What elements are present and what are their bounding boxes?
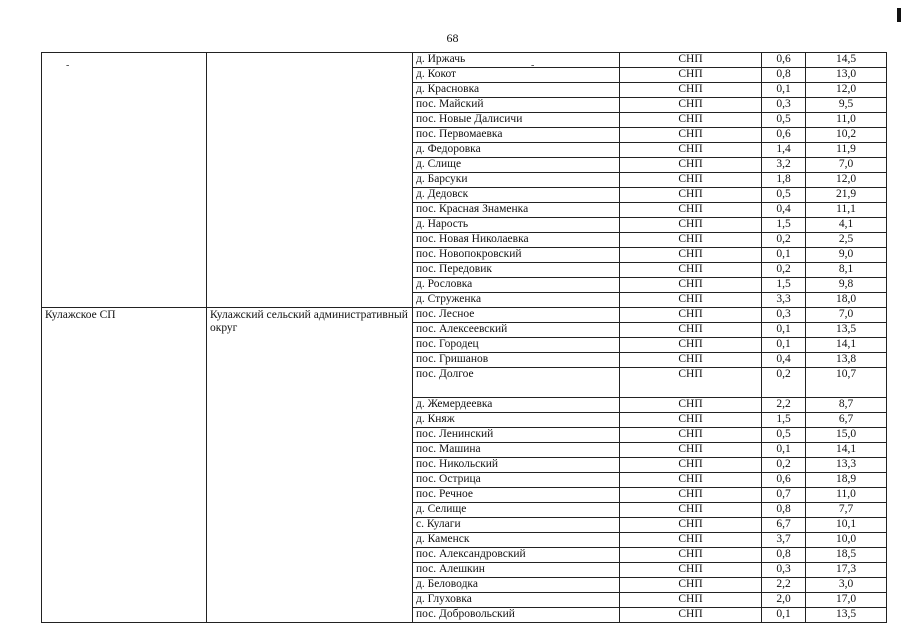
value-2-cell: 8,7 bbox=[806, 398, 887, 413]
value-2-cell: 14,1 bbox=[806, 338, 887, 353]
value-2-cell: 17,3 bbox=[806, 563, 887, 578]
value-1-cell: 0,1 bbox=[762, 323, 806, 338]
settlement-name-cell: д. Иржачь bbox=[413, 53, 620, 68]
value-1-cell: 0,5 bbox=[762, 113, 806, 128]
value-1-cell: 0,8 bbox=[762, 68, 806, 83]
stray-dash-mark: - bbox=[66, 60, 70, 71]
value-1-cell: 0,6 bbox=[762, 53, 806, 68]
settlement-name-cell: д. Нарость bbox=[413, 218, 620, 233]
settlement-type-cell: СНП bbox=[620, 98, 762, 113]
settlement-type-cell: СНП bbox=[620, 473, 762, 488]
settlement-type-cell: СНП bbox=[620, 218, 762, 233]
value-2-cell: 9,5 bbox=[806, 98, 887, 113]
value-2-cell: 6,7 bbox=[806, 413, 887, 428]
value-2-cell: 18,5 bbox=[806, 548, 887, 563]
value-2-cell: 7,7 bbox=[806, 503, 887, 518]
settlement-type-cell: СНП bbox=[620, 593, 762, 608]
settlement-type-cell: СНП bbox=[620, 68, 762, 83]
value-1-cell: 0,4 bbox=[762, 203, 806, 218]
settlement-name-cell: д. Рословка bbox=[413, 278, 620, 293]
value-1-cell: 1,4 bbox=[762, 143, 806, 158]
value-1-cell: 0,1 bbox=[762, 248, 806, 263]
settlement-type-cell: СНП bbox=[620, 233, 762, 248]
settlement-name-cell: пос. Новая Николаевка bbox=[413, 233, 620, 248]
settlement-name-cell: пос. Ленинский bbox=[413, 428, 620, 443]
stray-dash-mark: - bbox=[531, 60, 535, 71]
settlement-type-cell: СНП bbox=[620, 338, 762, 353]
table-row bbox=[42, 308, 887, 323]
settlement-type-cell: СНП bbox=[620, 263, 762, 278]
settlement-name-cell: пос. Долгое bbox=[413, 368, 620, 398]
settlement-name-cell: д. Жемердеевка bbox=[413, 398, 620, 413]
value-2-cell: 21,9 bbox=[806, 188, 887, 203]
value-1-cell: 0,1 bbox=[762, 83, 806, 98]
value-1-cell: 0,1 bbox=[762, 608, 806, 623]
value-2-cell: 14,1 bbox=[806, 443, 887, 458]
value-2-cell: 11,9 bbox=[806, 143, 887, 158]
district-cell: Кулажский сельский административный округ bbox=[207, 308, 413, 623]
value-1-cell: 2,0 bbox=[762, 593, 806, 608]
value-1-cell: 6,7 bbox=[762, 518, 806, 533]
settlement-name-cell: пос. Алешкин bbox=[413, 563, 620, 578]
value-2-cell: 11,0 bbox=[806, 488, 887, 503]
value-2-cell: 2,5 bbox=[806, 233, 887, 248]
settlement-type-cell: СНП bbox=[620, 398, 762, 413]
settlement-type-cell: СНП bbox=[620, 203, 762, 218]
settlement-type-cell: СНП bbox=[620, 608, 762, 623]
settlement-name-cell: д. Каменск bbox=[413, 533, 620, 548]
settlement-type-cell: СНП bbox=[620, 113, 762, 128]
settlement-type-cell: СНП bbox=[620, 368, 762, 398]
value-1-cell: 0,4 bbox=[762, 353, 806, 368]
settlement-type-cell: СНП bbox=[620, 188, 762, 203]
settlement-type-cell: СНП bbox=[620, 548, 762, 563]
settlement-type-cell: СНП bbox=[620, 458, 762, 473]
value-2-cell: 12,0 bbox=[806, 173, 887, 188]
value-1-cell: 0,2 bbox=[762, 263, 806, 278]
settlement-type-cell: СНП bbox=[620, 128, 762, 143]
settlement-type-cell: СНП bbox=[620, 173, 762, 188]
settlement-type-cell: СНП bbox=[620, 293, 762, 308]
settlement-name-cell: д. Федоровка bbox=[413, 143, 620, 158]
settlement-name-cell: с. Кулаги bbox=[413, 518, 620, 533]
value-1-cell: 0,1 bbox=[762, 338, 806, 353]
value-2-cell: 3,0 bbox=[806, 578, 887, 593]
value-1-cell: 2,2 bbox=[762, 398, 806, 413]
value-1-cell: 3,2 bbox=[762, 158, 806, 173]
value-2-cell: 13,5 bbox=[806, 608, 887, 623]
settlement-name-cell: пос. Городец bbox=[413, 338, 620, 353]
settlement-name-cell: д. Княж bbox=[413, 413, 620, 428]
settlement-type-cell: СНП bbox=[620, 413, 762, 428]
value-1-cell: 0,7 bbox=[762, 488, 806, 503]
value-1-cell: 1,8 bbox=[762, 173, 806, 188]
value-2-cell: 4,1 bbox=[806, 218, 887, 233]
settlement-type-cell: СНП bbox=[620, 278, 762, 293]
value-1-cell: 0,2 bbox=[762, 458, 806, 473]
value-1-cell: 0,8 bbox=[762, 548, 806, 563]
settlement-type-cell: СНП bbox=[620, 353, 762, 368]
settlement-name-cell: пос. Майский bbox=[413, 98, 620, 113]
value-1-cell: 0,3 bbox=[762, 563, 806, 578]
table-row bbox=[42, 53, 887, 68]
settlement-type-cell: СНП bbox=[620, 143, 762, 158]
value-2-cell: 13,8 bbox=[806, 353, 887, 368]
value-2-cell: 10,7 bbox=[806, 368, 887, 398]
settlement-type-cell: СНП bbox=[620, 428, 762, 443]
settlement-name-cell: пос. Передовик bbox=[413, 263, 620, 278]
settlement-name-cell: д. Слище bbox=[413, 158, 620, 173]
settlements-table bbox=[41, 52, 887, 623]
settlement-name-cell: пос. Александровский bbox=[413, 548, 620, 563]
settlement-name-cell: д. Красновка bbox=[413, 83, 620, 98]
value-2-cell: 14,5 bbox=[806, 53, 887, 68]
value-2-cell: 10,1 bbox=[806, 518, 887, 533]
settlement-type-cell: СНП bbox=[620, 158, 762, 173]
settlement-name-cell: д. Беловодка bbox=[413, 578, 620, 593]
value-2-cell: 12,0 bbox=[806, 83, 887, 98]
corner-mark bbox=[897, 8, 901, 22]
value-1-cell: 0,3 bbox=[762, 308, 806, 323]
table-body bbox=[42, 53, 887, 623]
settlement-type-cell: СНП bbox=[620, 323, 762, 338]
value-1-cell: 0,8 bbox=[762, 503, 806, 518]
value-2-cell: 18,0 bbox=[806, 293, 887, 308]
value-1-cell: 0,1 bbox=[762, 443, 806, 458]
value-1-cell: 0,2 bbox=[762, 368, 806, 398]
value-2-cell: 7,0 bbox=[806, 158, 887, 173]
settlement-type-cell: СНП bbox=[620, 308, 762, 323]
settlement-name-cell: пос. Никольский bbox=[413, 458, 620, 473]
settlement-name-cell: пос. Речное bbox=[413, 488, 620, 503]
value-2-cell: 7,0 bbox=[806, 308, 887, 323]
settlement-name-cell: пос. Острица bbox=[413, 473, 620, 488]
value-1-cell: 3,3 bbox=[762, 293, 806, 308]
settlement-name-cell: пос. Новопокровский bbox=[413, 248, 620, 263]
district-cell-empty bbox=[207, 53, 413, 308]
value-2-cell: 9,0 bbox=[806, 248, 887, 263]
settlement-type-cell: СНП bbox=[620, 518, 762, 533]
settlement-name-cell: д. Кокот bbox=[413, 68, 620, 83]
settlement-type-cell: СНП bbox=[620, 578, 762, 593]
value-2-cell: 8,1 bbox=[806, 263, 887, 278]
value-1-cell: 0,6 bbox=[762, 128, 806, 143]
settlement-name-cell: д. Струженка bbox=[413, 293, 620, 308]
settlement-name-cell: д. Барсуки bbox=[413, 173, 620, 188]
settlement-name-cell: пос. Первомаевка bbox=[413, 128, 620, 143]
settlement-name-cell: пос. Машина bbox=[413, 443, 620, 458]
group-name-cell-empty bbox=[42, 53, 207, 308]
value-2-cell: 18,9 bbox=[806, 473, 887, 488]
settlement-type-cell: СНП bbox=[620, 443, 762, 458]
settlement-name-cell: пос. Добровольский bbox=[413, 608, 620, 623]
value-1-cell: 0,5 bbox=[762, 428, 806, 443]
settlement-type-cell: СНП bbox=[620, 488, 762, 503]
settlement-name-cell: д. Селище bbox=[413, 503, 620, 518]
settlement-name-cell: д. Глуховка bbox=[413, 593, 620, 608]
value-2-cell: 13,0 bbox=[806, 68, 887, 83]
value-1-cell: 0,6 bbox=[762, 473, 806, 488]
settlement-type-cell: СНП bbox=[620, 563, 762, 578]
settlement-type-cell: СНП bbox=[620, 53, 762, 68]
value-2-cell: 17,0 bbox=[806, 593, 887, 608]
settlement-name-cell: д. Дедовск bbox=[413, 188, 620, 203]
value-1-cell: 0,2 bbox=[762, 233, 806, 248]
settlement-type-cell: СНП bbox=[620, 83, 762, 98]
value-2-cell: 10,2 bbox=[806, 128, 887, 143]
value-2-cell: 11,1 bbox=[806, 203, 887, 218]
settlement-type-cell: СНП bbox=[620, 533, 762, 548]
value-2-cell: 13,3 bbox=[806, 458, 887, 473]
value-1-cell: 0,5 bbox=[762, 188, 806, 203]
value-1-cell: 1,5 bbox=[762, 218, 806, 233]
value-1-cell: 3,7 bbox=[762, 533, 806, 548]
value-2-cell: 10,0 bbox=[806, 533, 887, 548]
value-2-cell: 11,0 bbox=[806, 113, 887, 128]
settlement-type-cell: СНП bbox=[620, 248, 762, 263]
value-2-cell: 15,0 bbox=[806, 428, 887, 443]
value-2-cell: 9,8 bbox=[806, 278, 887, 293]
page-number: 68 bbox=[446, 31, 459, 45]
settlement-name-cell: пос. Красная Знаменка bbox=[413, 203, 620, 218]
value-1-cell: 1,5 bbox=[762, 278, 806, 293]
settlement-name-cell: пос. Лесное bbox=[413, 308, 620, 323]
value-1-cell: 1,5 bbox=[762, 413, 806, 428]
group-name-cell: Кулажское СП bbox=[42, 308, 207, 623]
value-2-cell: 13,5 bbox=[806, 323, 887, 338]
settlement-type-cell: СНП bbox=[620, 503, 762, 518]
value-1-cell: 2,2 bbox=[762, 578, 806, 593]
settlement-name-cell: пос. Алексеевский bbox=[413, 323, 620, 338]
value-1-cell: 0,3 bbox=[762, 98, 806, 113]
settlement-name-cell: пос. Гришанов bbox=[413, 353, 620, 368]
settlement-name-cell: пос. Новые Далисичи bbox=[413, 113, 620, 128]
